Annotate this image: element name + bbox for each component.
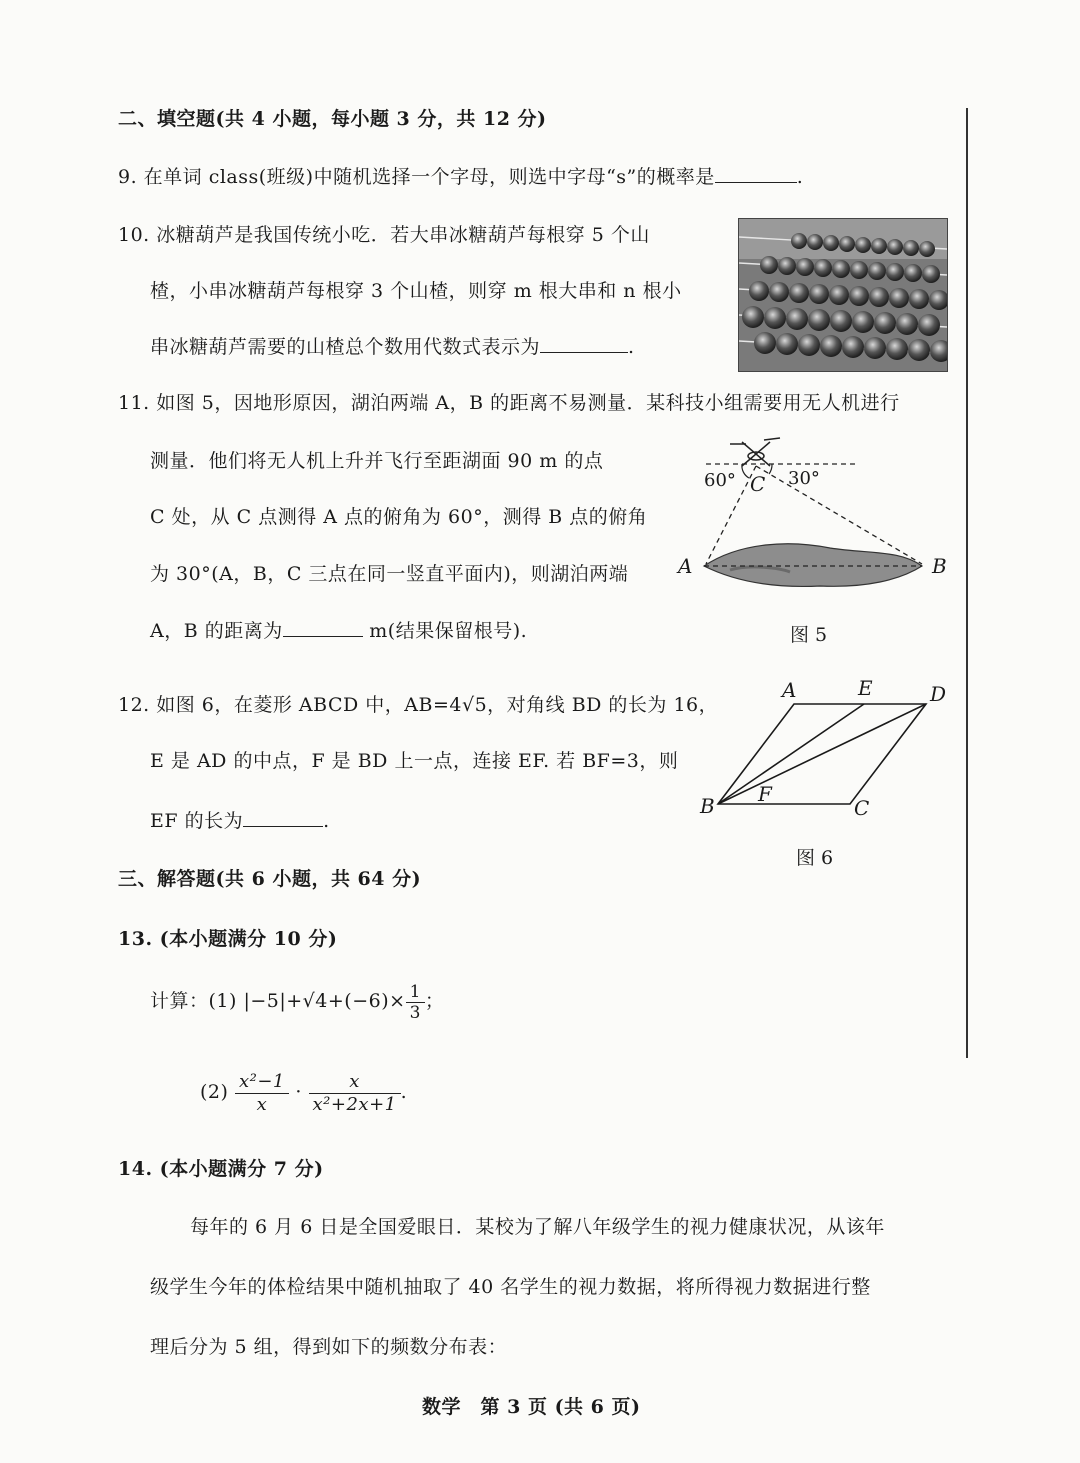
fig6-label-e: E	[858, 676, 873, 700]
q12-line3: EF 的长为	[150, 810, 244, 832]
tanghulu-photo-drawing	[739, 219, 947, 371]
q9-stem: 9. 在单词 class(班级)中随机选择一个字母，则选中字母“s”的概率是	[118, 166, 715, 188]
q13-part2-end: .	[400, 1081, 408, 1103]
q11-line1: 11. 如图 5，因地形原因，湖泊两端 A，B 的距离不易测量．某科技小组需要用无人机进行	[118, 392, 900, 414]
q14-line1: 每年的 6 月 6 日是全国爱眼日．某校为了解八年级学生的视力健康状况，从该年	[190, 1216, 885, 1238]
q11-line4: 为 30°(A，B，C 三点在同一竖直平面内)，则湖泊两端	[150, 563, 629, 585]
page-footer: 数学 第 3 页 (共 6 页)	[422, 1396, 641, 1418]
q10-line2: 楂，小串冰糖葫芦每根穿 3 个山楂，则穿 m 根大串和 n 根小	[150, 280, 682, 302]
q11-line2: 测量．他们将无人机上升并飞行至距湖面 90 m 的点	[150, 450, 604, 472]
q13-frac3-den: x²+2x+1	[312, 1093, 397, 1115]
q12-line3-wrap	[150, 806, 330, 833]
q11-line5-pre: A，B 的距离为	[150, 620, 283, 642]
section3-title: 三、解答题(共 6 小题，共 64 分)	[118, 868, 422, 890]
q13-title: 13. (本小题满分 10 分)	[118, 928, 338, 950]
drone-icon	[730, 438, 780, 466]
q10-end: .	[628, 336, 635, 358]
q9-text	[118, 162, 803, 189]
q13-frac1-num: 1	[406, 982, 425, 1003]
q10-line3-wrap	[150, 332, 635, 359]
q11-line3: C 处，从 C 点测得 A 点的俯角为 60°，测得 B 点的俯角	[150, 506, 648, 528]
q14-line2: 级学生今年的体检结果中随机抽取了 40 名学生的视力数据，将所得视力数据进行整	[150, 1276, 871, 1298]
q11-line5-post: m(结果保留根号).	[369, 620, 528, 642]
fig6-label-b: B	[700, 794, 715, 818]
fig5-label-a: A	[678, 554, 693, 578]
fig6-caption: 图 6	[796, 847, 834, 869]
q11-answer-blank[interactable]	[283, 616, 363, 637]
q13-frac2-num: x²−1	[235, 1071, 289, 1094]
q13-frac2	[235, 1071, 289, 1116]
q12-line2: E 是 AD 的中点，F 是 BD 上一点，连接 EF. 若 BF=3，则	[150, 750, 679, 772]
fig6-label-d: D	[930, 682, 947, 706]
figure-5	[670, 430, 960, 630]
q10-answer-blank[interactable]	[540, 332, 628, 353]
q13-part1	[150, 978, 444, 1024]
margin-rule	[966, 108, 968, 1058]
q9-end: .	[796, 166, 804, 188]
q13-frac3	[309, 1071, 401, 1116]
q9-answer-blank[interactable]	[715, 162, 797, 183]
section2-title: 二、填空题(共 4 小题，每小题 3 分，共 12 分)	[118, 108, 547, 130]
figure-6	[690, 676, 960, 826]
q14-line3: 理后分为 5 组，得到如下的频数分布表：	[150, 1336, 508, 1358]
fig6-label-c: C	[854, 796, 870, 820]
q13-frac1	[406, 982, 425, 1023]
q13-part2	[200, 1066, 407, 1118]
q13-frac1-den: 3	[409, 1002, 421, 1023]
fig6-label-a: A	[782, 678, 797, 702]
q13-part1-expr: 计算：(1) |−5|+√4+(−6)×	[150, 990, 406, 1012]
q12-line1: 12. 如图 6，在菱形 ABCD 中，AB=4√5，对角线 BD 的长为 16，	[118, 694, 719, 716]
q11-line5	[150, 616, 527, 643]
q12-end: .	[323, 810, 330, 832]
fig5-label-b: B	[932, 554, 947, 578]
tanghulu-photo	[738, 218, 948, 372]
q14-title: 14. (本小题满分 7 分)	[118, 1158, 324, 1180]
fig5-label-c: C	[750, 472, 766, 496]
fig5-angle-60: 60°	[704, 470, 736, 491]
fig5-caption-text: 图 5	[790, 624, 828, 646]
figure-5-drawing	[670, 430, 960, 630]
q13-part2-label: (2)	[200, 1081, 229, 1103]
q13-part1-end: ；	[424, 990, 445, 1012]
fig6-label-f: F	[758, 782, 772, 806]
q12-answer-blank[interactable]	[243, 806, 323, 827]
q13-dot: ·	[295, 1081, 302, 1103]
figure-6-drawing	[690, 676, 960, 826]
q10-line1: 10. 冰糖葫芦是我国传统小吃．若大串冰糖葫芦每根穿 5 个山	[118, 224, 650, 246]
fig5-angle-30: 30°	[788, 468, 820, 489]
q13-frac3-num: x	[309, 1071, 401, 1094]
q10-line3: 串冰糖葫芦需要的山楂总个数用代数式表示为	[150, 336, 541, 358]
q13-frac2-den: x	[256, 1093, 268, 1115]
